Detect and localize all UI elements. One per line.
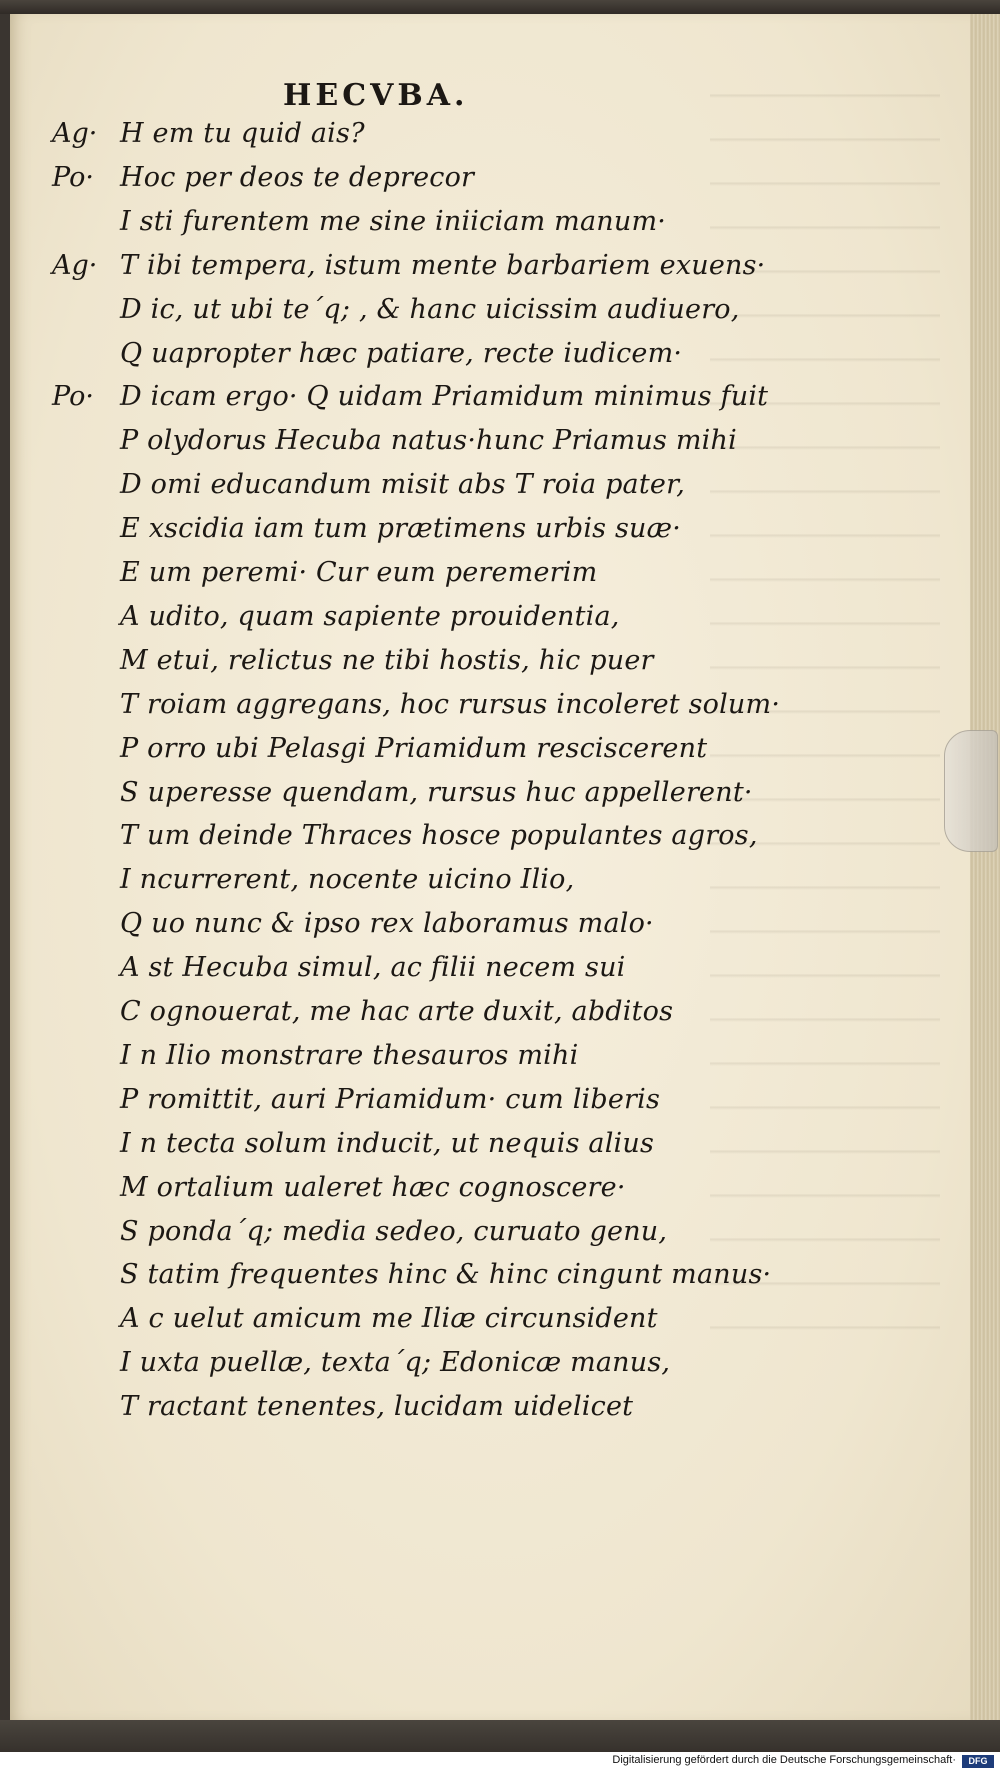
- verse-text: T roiam aggregans, hoc rursus incoleret solum·: [120, 688, 781, 720]
- verse-text: D icam ergo· Q uidam Priamidum minimus fuit: [120, 381, 769, 413]
- verse-text: H em tu quid ais?: [120, 118, 365, 149]
- page-stack-edge: [970, 14, 1000, 1720]
- verse-line: [10, 250, 970, 294]
- funding-credit: Digitalisierung gefördert durch die Deutsche Forschungsgemeinschaft·: [612, 1754, 956, 1766]
- verse-line: [10, 908, 970, 952]
- verse-text: P orro ubi Pelasgi Priamidum resciscerent: [120, 732, 708, 764]
- verse-text: D ic, ut ubi te´q; , & hanc uicissim audiuero,: [120, 293, 740, 325]
- verse-line: [10, 1084, 970, 1128]
- dfg-logo: DFG: [962, 1755, 994, 1768]
- verse-line: [10, 162, 970, 206]
- verse-text: T ibi tempera, istum mente barbariem exuens·: [120, 249, 766, 281]
- verse-line: [10, 381, 970, 425]
- speaker-label: Ag·: [52, 249, 98, 281]
- verse-text: Hoc per deos te deprecor: [120, 161, 475, 193]
- verse-line: [10, 1391, 970, 1435]
- footer-bar: [0, 1752, 1000, 1772]
- verse-text: I sti furentem me sine iniiciam manum·: [120, 205, 667, 237]
- verse-text: T ractant tenentes, lucidam uidelicet: [120, 1391, 634, 1423]
- verse-text: Q uapropter hæc patiare, recte iudicem·: [120, 337, 683, 369]
- book-top-edge: [0, 0, 1000, 14]
- running-header: HECVBA.: [283, 78, 469, 113]
- verse-line: [10, 689, 970, 733]
- verse-text: I ncurrerent, nocente uicino Ilio,: [120, 864, 575, 896]
- page-clip: [944, 730, 998, 852]
- verse-text: I n Ilio monstrare thesauros mihi: [120, 1039, 579, 1071]
- verse-text: E xscidia iam tum prætimens urbis suæ·: [120, 513, 681, 545]
- verse-text: M etui, relictus ne tibi hostis, hic puer: [120, 644, 654, 676]
- verse-line: [10, 425, 970, 469]
- verse-text: C ognouerat, me hac arte duxit, abditos: [120, 996, 674, 1027]
- verse-text: I n tecta solum inducit, ut nequis alius: [120, 1127, 655, 1159]
- verse-line: [10, 1172, 970, 1216]
- verse-line: [10, 338, 970, 382]
- verse-line: [10, 777, 970, 821]
- verse-line: [10, 1040, 970, 1084]
- verse-text: A udito, quam sapiente prouidentia,: [120, 600, 620, 632]
- verse-line: [10, 1303, 970, 1347]
- verse-text: E um peremi· Cur eum peremerim: [120, 557, 598, 588]
- verse-line: [10, 513, 970, 557]
- verse-line: [10, 645, 970, 689]
- speaker-label: Ag·: [52, 118, 98, 149]
- verse-line: [10, 1216, 970, 1260]
- verse-text: A c uelut amicum me Iliæ circunsident: [120, 1303, 658, 1335]
- verse-line: [10, 1259, 970, 1303]
- verse-line: [10, 864, 970, 908]
- verse-text: M ortalium ualeret hæc cognoscere·: [120, 1171, 626, 1203]
- speaker-label: Po·: [52, 381, 94, 413]
- verse-line: [10, 996, 970, 1040]
- verse-line: [10, 1347, 970, 1391]
- verse-text: S uperesse quendam, rursus huc appellerent·: [120, 776, 753, 808]
- verse-text: T um deinde Thraces hosce populantes agros,: [120, 820, 758, 852]
- verse-line: [10, 1128, 970, 1172]
- speaker-label: Po·: [52, 161, 94, 193]
- verse-text: A st Hecuba simul, ac filii necem sui: [120, 952, 626, 984]
- book-bottom-edge: [0, 1720, 1000, 1752]
- verse-line: [10, 952, 970, 996]
- verse-line: [10, 820, 970, 864]
- verse-text: S tatim frequentes hinc & hinc cingunt manus·: [120, 1259, 772, 1291]
- verse-line: [10, 733, 970, 777]
- verse-line: [10, 601, 970, 645]
- verse-text: P romittit, auri Priamidum· cum liberis: [120, 1083, 661, 1115]
- verse-text: S ponda´q; media sedeo, curuato genu,: [120, 1215, 668, 1247]
- verse-line: [10, 118, 970, 162]
- verse-text: Q uo nunc & ipso rex laboramus malo·: [120, 908, 654, 940]
- verse-text: P olydorus Hecuba natus·hunc Priamus mihi: [120, 425, 737, 457]
- verse-line: [10, 469, 970, 513]
- verse-text: I uxta puellæ, texta´q; Edonicæ manus,: [120, 1347, 671, 1379]
- verse-line: [10, 294, 970, 338]
- verse-text: D omi educandum misit abs T roia pater,: [120, 469, 686, 501]
- verse-line: [10, 206, 970, 250]
- book-page: [10, 14, 971, 1720]
- verse-line: [10, 557, 970, 601]
